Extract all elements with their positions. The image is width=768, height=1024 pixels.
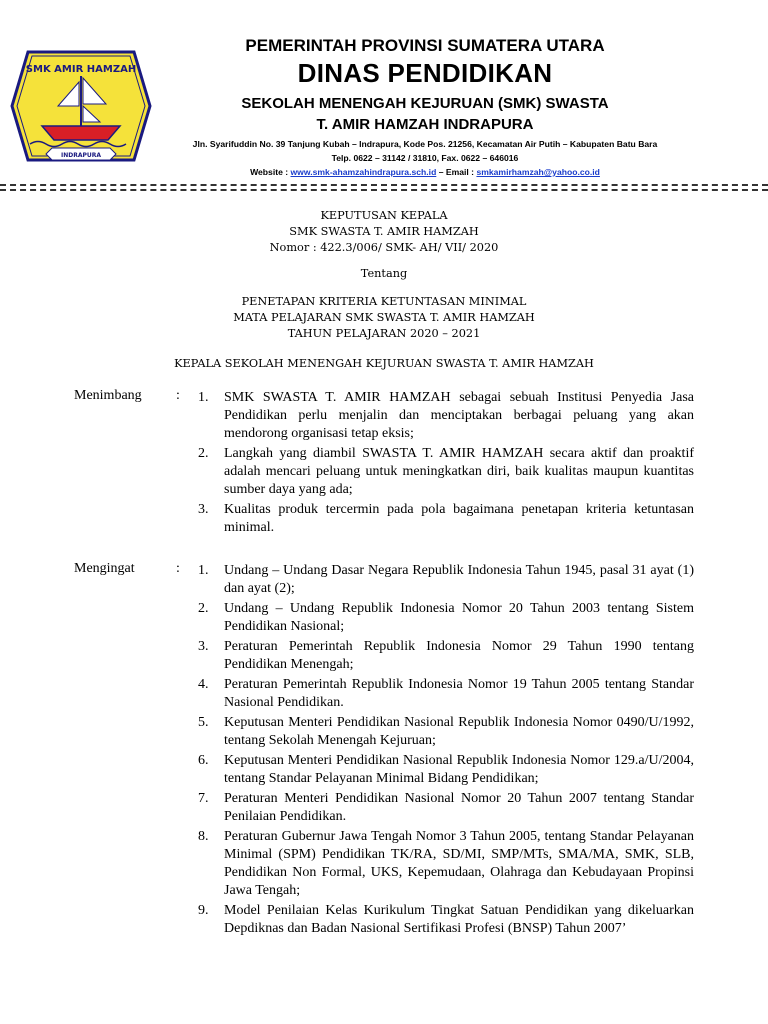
school-logo <box>8 42 154 170</box>
list-item: 5. Keputusan Menteri Pendidikan Nasional Republik Indonesia Nomor 0490/U/1992, tentang Sekolah Menengah Kejuruan; <box>198 715 694 748</box>
subject-line-3: TAHUN PELAJARAN 2020 – 2021 <box>287 327 481 340</box>
menimbang-label: Menimbang <box>74 388 142 403</box>
header-separator-top <box>0 184 768 186</box>
website-label: Website : <box>250 167 289 177</box>
decree-title <box>0 208 768 256</box>
decree-subject <box>0 294 768 342</box>
list-item: 4. Peraturan Pemerintah Republik Indonesia Nomor 19 Tahun 2005 tentang Standar Nasional Pendidikan. <box>198 677 694 710</box>
header-separator-bottom <box>0 189 768 191</box>
logo-top-text: SMK AMIR HAMZAH <box>25 64 137 75</box>
subject-line-2: MATA PELAJARAN SMK SWASTA T. AMIR HAMZAH <box>233 311 535 324</box>
list-item: 3. Peraturan Pemerintah Republik Indonesia Nomor 29 Tahun 1990 tentang Pendidikan Menengah; <box>198 639 694 672</box>
email-link[interactable]: smkamirhamzah@yahoo.co.id <box>476 167 600 177</box>
list-item: 2. Langkah yang diambil SWASTA T. AMIR HAMZAH secara aktif dan proaktif adalah mencari peluang untuk meningkatkan diri, baik kualitas maupun kuantitas sumber daya yang ada; <box>198 446 694 497</box>
list-item: 8. Peraturan Gubernur Jawa Tengah Nomor 3 Tahun 2005, tentang Standar Pelayanan Minimal (SPM) Pendidikan TK/RA, SD/MI, SMP/MTs, SMA/MA, SMK, SLB, Pendidikan Non Formal, UKS, Kepemudaan, Olahraga dan Kebudayaan Propinsi Jawa Tengah; <box>198 829 694 898</box>
letterhead-school-name: T. AMIR HAMZAH INDRAPURA <box>316 116 534 133</box>
logo-ribbon-text: INDRAPURA <box>60 152 102 159</box>
decree-line-1: KEPUTUSAN KEPALA <box>320 209 448 222</box>
website-link[interactable]: www.smk-ahamzahindrapura.sch.id <box>290 167 437 177</box>
list-item: 9. Model Penilaian Kelas Kurikulum Tingkat Satuan Pendidikan yang dikeluarkan Depdiknas dan Badan Nasional Sertifikasi Profesi (BNSP) Tahun 2007’ <box>198 903 694 936</box>
decree-number: Nomor : 422.3/006/ SMK- AH/ VII/ 2020 <box>269 241 499 254</box>
list-item: 1. SMK SWASTA T. AMIR HAMZAH sebagai sebuah Institusi Penyedia Jasa Pendidikan perlu menjalin dan menciptakan berbagai peluang yang akan mendorong organisasi tetap eksis; <box>198 390 694 441</box>
list-item: 1. Undang – Undang Dasar Negara Republik Indonesia Tahun 1945, pasal 31 ayat (1) dan ayat (2); <box>198 563 694 596</box>
decree-line-2: SMK SWASTA T. AMIR HAMZAH <box>289 225 479 238</box>
mengingat-list <box>198 562 694 940</box>
letterhead-department: DINAS PENDIDIKAN <box>297 58 553 88</box>
mengingat-label: Mengingat <box>74 561 135 576</box>
letterhead-web-email <box>160 165 690 179</box>
list-item: 2. Undang – Undang Republik Indonesia Nomor 20 Tahun 2003 tentang Sistem Pendidikan Nasional; <box>198 601 694 634</box>
decree-tentang: Tentang <box>360 267 408 280</box>
list-item: 3. Kualitas produk tercermin pada pola bagaimana penetapan kriteria ketuntasan minimal. <box>198 502 694 535</box>
letterhead-school-type: SEKOLAH MENENGAH KEJURUAN (SMK) SWASTA <box>241 95 609 112</box>
letterhead-address: Jln. Syarifuddin No. 39 Tanjung Kubah – Indrapura, Kode Pos. 21256, Kecamatan Air Putih – Kabupaten Batu Bara <box>192 139 658 149</box>
letterhead-contact <box>160 137 690 179</box>
email-label: – Email : <box>438 167 475 177</box>
list-item: 7. Peraturan Menteri Pendidikan Nasional Nomor 20 Tahun 2007 tentang Standar Penilaian Pendidikan. <box>198 791 694 824</box>
menimbang-colon: : <box>176 388 180 403</box>
menimbang-list <box>198 389 694 539</box>
list-item: 6. Keputusan Menteri Pendidikan Nasional Republik Indonesia Nomor 129.a/U/2004, tentang Standar Pelayanan Minimal Bidang Pendidikan; <box>198 753 694 786</box>
mengingat-colon: : <box>176 561 180 576</box>
letterhead-government: PEMERINTAH PROVINSI SUMATERA UTARA <box>245 36 605 55</box>
decree-issuer: KEPALA SEKOLAH MENENGAH KEJURUAN SWASTA T. AMIR HAMZAH <box>174 357 594 370</box>
subject-line-1: PENETAPAN KRITERIA KETUNTASAN MINIMAL <box>241 295 527 308</box>
letterhead-phone: Telp. 0622 – 31142 / 31810, Fax. 0622 – 646016 <box>331 153 519 163</box>
